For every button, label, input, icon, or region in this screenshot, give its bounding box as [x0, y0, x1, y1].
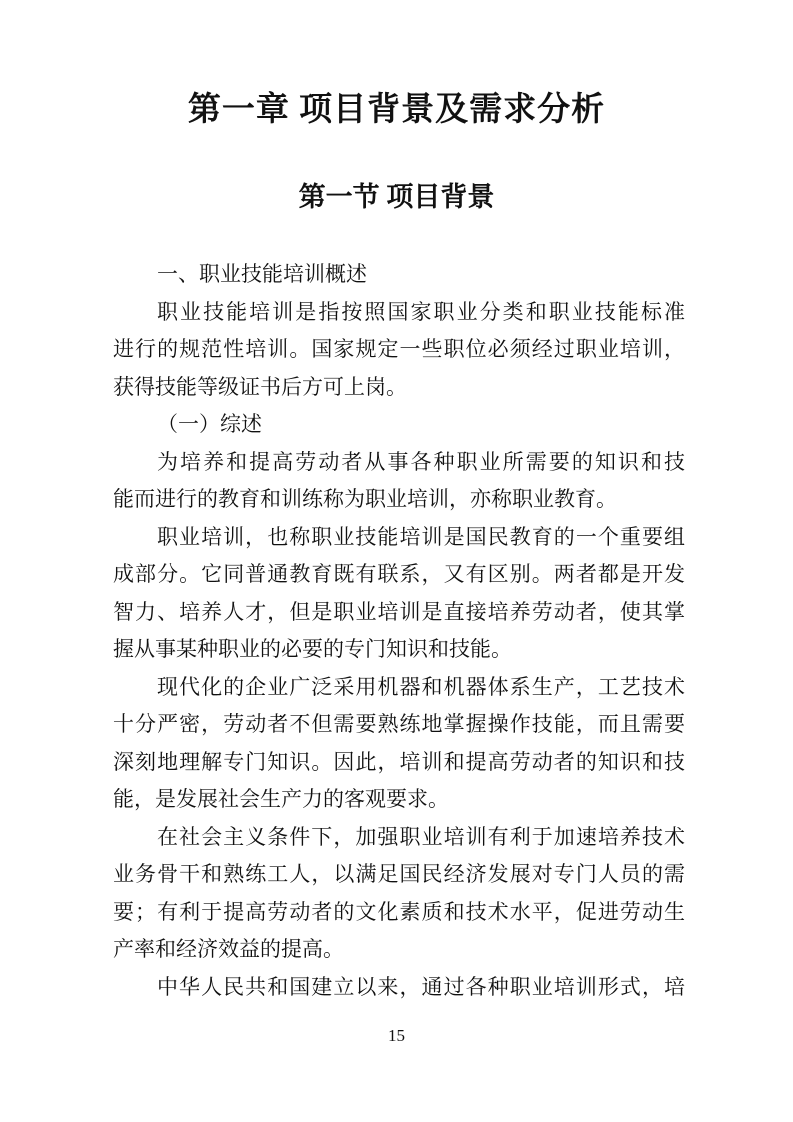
text-line: 中华人民共和国建立以来，通过各种职业培训形式，培 — [157, 974, 685, 999]
paragraph — [113, 256, 685, 294]
text-line: 要；有利于提高劳动者的文化素质和技术水平，促进劳动生 — [113, 899, 685, 924]
paragraph — [113, 669, 685, 819]
text-line: 现代化的企业广泛采用机器和机器体系生产，工艺技术 — [157, 674, 685, 699]
page-number: 15 — [388, 1026, 405, 1045]
text-line: 智力、培养人才，但是职业培训是直接培养劳动者，使其掌 — [113, 599, 685, 624]
text-line: 业务骨干和熟练工人，以满足国民经济发展对专门人员的需 — [113, 862, 685, 886]
paragraph — [113, 819, 685, 969]
text-line: 进行的规范性培训。国家规定一些职位必须经过职业培训， — [113, 337, 685, 361]
paragraph — [113, 969, 685, 1007]
paragraph — [113, 294, 685, 407]
text-line: 深刻地理解专门知识。因此，培训和提高劳动者的知识和技 — [113, 749, 685, 774]
text-line: 获得技能等级证书后方可上岗。 — [113, 374, 407, 399]
text-line: 握从事某种职业的必要的专门知识和技能。 — [113, 637, 512, 661]
text-line: （一）综述 — [157, 412, 262, 436]
text-line: 能而进行的教育和训练称为职业培训，亦称职业教育。 — [113, 487, 617, 511]
text-line: 职业技能培训是指按照国家职业分类和职业技能标准 — [157, 299, 685, 324]
text-line: 职业培训，也称职业技能培训是国民教育的一个重要组 — [157, 524, 685, 549]
paragraph — [113, 519, 685, 669]
text-line: 在社会主义条件下，加强职业培训有利于加速培养技术 — [157, 824, 685, 849]
text-line: 十分严密，劳动者不但需要熟练地掌握操作技能，而且需要 — [113, 712, 685, 736]
paragraph — [113, 406, 685, 444]
text-line: 成部分。它同普通教育既有联系，又有区别。两者都是开发 — [113, 562, 685, 586]
document-body — [113, 256, 685, 1006]
text-line: 为培养和提高劳动者从事各种职业所需要的知识和技 — [157, 449, 685, 474]
chapter-title: 第一章 项目背景及需求分析 — [187, 92, 606, 128]
text-line: 能，是发展社会生产力的客观要求。 — [113, 787, 449, 811]
text-line: 一、职业技能培训概述 — [157, 262, 367, 286]
text-line: 产率和经济效益的提高。 — [113, 937, 344, 961]
section-title: 第一节 项目背景 — [298, 182, 495, 212]
paragraph — [113, 444, 685, 519]
